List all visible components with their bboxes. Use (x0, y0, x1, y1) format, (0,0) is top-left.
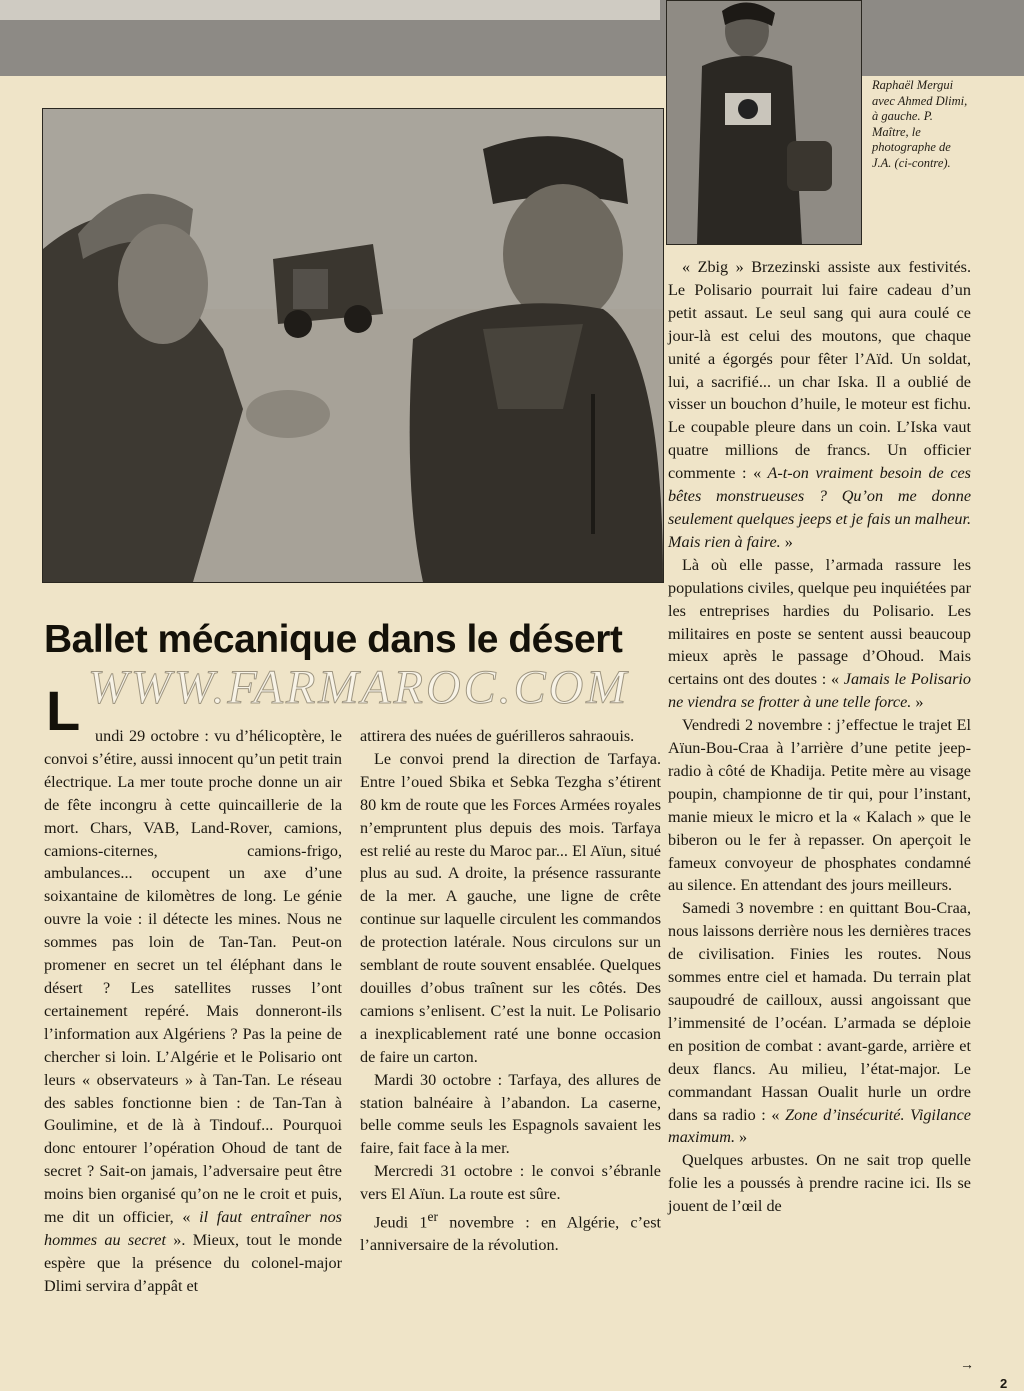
col1-paragraph-1: undi 29 octobre : vu d’hélicoptère, le convoi s’étire, aussi innocent qu’un petit train électrique. La mer toute proche donne un air de fête incongru à cette quincaillerie de la mort. Chars, VAB, Land-Rover, camions, camions-citernes, camions-frigo, ambulances... occupent un axe d’une soixantaine de kilomètres de long. Le génie ouvre la voie : il détecte les mines. Nous ne sommes pas loin de Tan-Tan. Peut-on promener en secret un tel éléphant dans le désert ? Les satellites russes l’ont certainement repéré. Mais donneront-ils l’information aux Algériens ? Pas la peine de chercher si loin. L’Algérie et le Polisario ont leurs « observateurs » à Tan-Tan. Le réseau des sables fonctionne bien : de Tan-Tan à Goulimine, et de là à Tindouf... Pourquoi donc entourer l’opération Ohoud de tant de secret ? Sait-on jamais, l’adversaire peut être moins bien organisé qu’on ne le croit et puis, me dit un officier, « il faut entraîner nos hommes au secret ». Mieux, tout le monde espère que la présence du colonel-major Dlimi servira d’appât et (44, 727, 342, 1295)
col3-paragraph-1: « Zbig » Brzezinski assiste aux festivités. Le Polisario pourrait lui faire cadeau d’un petit assaut. Le seul sang qui aura coulé ce jour-là est celui des moutons, que chaque unité a égorgés pour fêter l’Aïd. Un soldat, lui, a sacrifié... un char Iska. Il a oublié de visser un bouchon d’huile, le moteur est fichu. Le coupable pleure dans un coin. L’Iska vaut quatre millions de francs. Un officier commente : « A-t-on vraiment besoin de ces bêtes monstrueuses ? Qu’on me donne seulement quelques jeeps et je fais un malheur. Mais rien à faire. » (668, 258, 972, 551)
watermark: WWW.FARMAROC.COM (88, 661, 630, 714)
top-light-band (0, 0, 660, 20)
headline: Ballet mécanique dans le désert (44, 618, 623, 661)
col3-paragraph-3: Vendredi 2 novembre : j’effectue le trajet El Aïun-Bou-Craa à l’arrière d’une petite jeep-radio à côté de Khadija. Petite mère au visage poupin, championne de tir qui, pour l’instant, manie mieux le micro et la « Kalach » que le biberon ou le fer à repasser. On aperçoit le fameux convoyeur de phosphates condamné au silence. En attendant des jours meilleurs. (668, 716, 971, 895)
dropcap: L (46, 679, 81, 742)
column-1 (44, 725, 342, 1298)
col3-paragraph-5: Quelques arbustes. On ne sait trop quelle folie les a poussés à prendre racine ici. Ils se jouent de l’œil de (668, 1151, 971, 1216)
col2-paragraph-2: Le convoi prend la direction de Tarfaya. Entre l’oued Sbika et Sebka Tezgha s’étirent 80 km de route que les Forces Armées royales n’empruntent plus depuis des mois. Tarfaya est relié au reste du Maroc par... El Aïun, situé plus au sud. A droite, la présence rassurante de la mer. A gauche, une ligne de crête continue sur laquelle circulent les commandos de protection latérale. Nous circulons sur un semblant de route souvent ensablée. Quelques douilles d’obus traînent sur les côtés. Des camions s’enlisent. C’est la nuit. Le Polisario a inexplicablement raté une bonne occasion de faire un carton. (360, 749, 661, 1066)
photo-caption: Raphaël Mergui avec Ahmed Dlimi, à gauche. P. Maître, le photographe de J.A. (ci-contre). (872, 78, 968, 170)
column-3 (668, 256, 971, 1218)
col2-paragraph-3: Mardi 30 octobre : Tarfaya, des allures de station balnéaire à l’abandon. La caserne, belle comme seuls les Espagnols savaient les faire, fait face à la mer. (360, 1070, 661, 1158)
main-photo (42, 108, 664, 583)
col3-paragraph-4: Samedi 3 novembre : en quittant Bou-Craa, nous laissons derrière nous les dernières traces de civilisation. Finies les routes. Nous sommes entre ciel et hamada. Du terrain plat saupoudré de cailloux, aussi angoissant que l’immensité de l’océan. L’armada se déploie en position de combat : avant-garde, arrière et deux flancs. Au milieu, l’état-major. Le commandant Hassan Oualit hurle un ordre dans sa radio : « Zone d’insécurité. Vigilance maximum. » (668, 899, 971, 1147)
col2-paragraph-4: Mercredi 31 octobre : le convoi s’ébranle vers El Aïun. La route est sûre. (360, 1162, 661, 1204)
column-2 (360, 725, 661, 1257)
col3-paragraph-2: Là où elle passe, l’armada rassure les populations civiles, quelque peu inquiétées par les entreprises hardies du Polisario. Les militaires en poste se sentent aussi beaucoup mieux après le passage d’Ohoud. Mais certains ont des doutes : « Jamais le Polisario ne viendra se frotter à une telle force. » (668, 555, 971, 712)
portrait-photo (666, 0, 862, 245)
page-number: 2 (1000, 1376, 1008, 1391)
portrait-photo-illustration (667, 1, 861, 244)
continue-arrow-icon: → (960, 1358, 974, 1373)
col2-paragraph-1: attirera des nuées de guérilleros sahraouis. (360, 727, 635, 745)
main-photo-illustration (43, 109, 663, 582)
col2-paragraph-5: Jeudi 1er novembre : en Algérie, c’est l’anniversaire de la révolution. (360, 1209, 661, 1255)
